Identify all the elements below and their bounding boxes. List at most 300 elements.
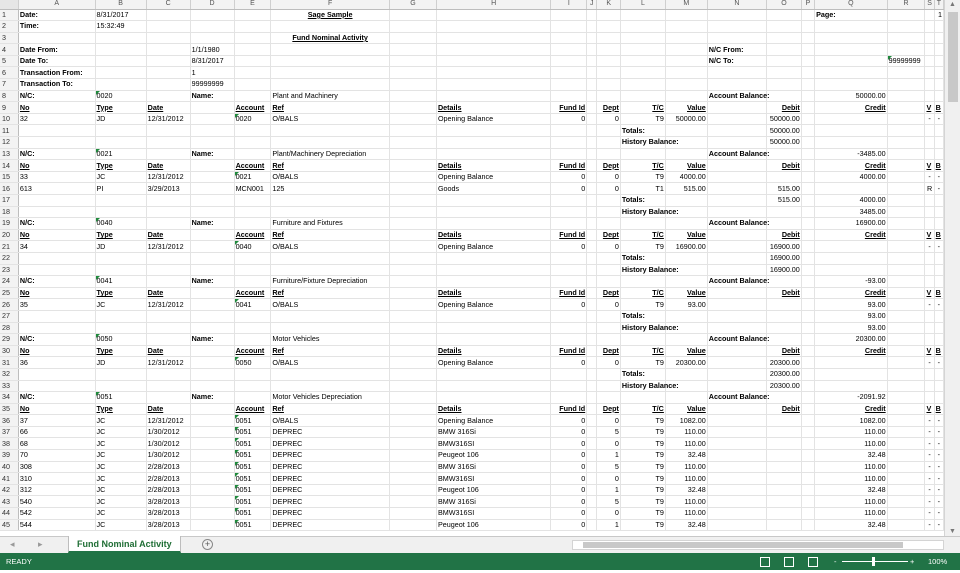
cell-b22[interactable] <box>95 252 146 264</box>
cell-i34[interactable] <box>551 392 587 404</box>
cell-p2[interactable] <box>801 21 814 33</box>
cell-g42[interactable] <box>389 484 436 496</box>
cell-f26[interactable]: O/BALS <box>271 299 390 311</box>
cell-s35[interactable]: V <box>925 403 934 415</box>
cell-t15[interactable]: - <box>934 171 943 183</box>
cell-l26[interactable]: T9 <box>620 299 665 311</box>
cell-d3[interactable] <box>190 32 234 44</box>
cell-f2[interactable] <box>271 21 390 33</box>
cell-o1[interactable] <box>767 9 802 21</box>
cell-b41[interactable]: JC <box>95 473 146 485</box>
cell-n4[interactable]: N/C From: <box>707 44 766 56</box>
cell-e27[interactable] <box>234 310 271 322</box>
cell-g17[interactable] <box>389 195 436 207</box>
cell-f43[interactable]: DEPREC <box>271 496 390 508</box>
cell-h33[interactable] <box>436 380 550 392</box>
row-header[interactable]: 22 <box>0 252 18 264</box>
cell-d15[interactable] <box>190 171 234 183</box>
cell-h14[interactable]: Details <box>436 160 550 172</box>
cell-q29[interactable]: 20300.00 <box>815 334 888 346</box>
normal-view-icon[interactable] <box>760 557 770 567</box>
cell-r36[interactable] <box>887 415 925 427</box>
cell-t17[interactable] <box>934 195 943 207</box>
cell-c43[interactable]: 3/28/2013 <box>146 496 190 508</box>
cell-q4[interactable] <box>815 44 888 56</box>
cell-m5[interactable] <box>665 55 707 67</box>
cell-q21[interactable] <box>815 241 888 253</box>
cell-r24[interactable] <box>887 276 925 288</box>
cell-j1[interactable] <box>587 9 597 21</box>
cell-e39[interactable]: 0051 <box>234 450 271 462</box>
cell-m24[interactable] <box>665 276 707 288</box>
cell-p18[interactable] <box>801 206 814 218</box>
cell-e12[interactable] <box>234 137 271 149</box>
cell-p15[interactable] <box>801 171 814 183</box>
cell-o3[interactable] <box>767 32 802 44</box>
cell-m42[interactable]: 32.48 <box>665 484 707 496</box>
cell-n9[interactable] <box>707 102 766 114</box>
cell-p20[interactable] <box>801 229 814 241</box>
cell-b11[interactable] <box>95 125 146 137</box>
horizontal-scrollbar[interactable] <box>572 540 944 550</box>
row-header[interactable]: 21 <box>0 241 18 253</box>
cell-e36[interactable]: 0051 <box>234 415 271 427</box>
cell-d45[interactable] <box>190 519 234 531</box>
cell-i27[interactable] <box>551 310 587 322</box>
cell-s31[interactable]: - <box>925 357 934 369</box>
cell-l15[interactable]: T9 <box>620 171 665 183</box>
cell-o16[interactable]: 515.00 <box>767 183 802 195</box>
cell-k8[interactable] <box>597 90 621 102</box>
cell-i43[interactable]: 0 <box>551 496 587 508</box>
cell-d30[interactable] <box>190 345 234 357</box>
column-header-o[interactable]: O <box>767 0 802 9</box>
cell-k38[interactable]: 0 <box>597 438 621 450</box>
cell-e34[interactable] <box>234 392 271 404</box>
cell-m8[interactable] <box>665 90 707 102</box>
cell-j40[interactable] <box>587 461 597 473</box>
cell-l18[interactable]: History Balance: <box>621 206 679 216</box>
cell-n10[interactable] <box>707 113 766 125</box>
cell-s26[interactable]: - <box>925 299 934 311</box>
cell-q35[interactable]: Credit <box>815 403 888 415</box>
cell-j9[interactable] <box>587 102 597 114</box>
cell-t1[interactable]: 1 <box>934 9 943 21</box>
cell-h2[interactable] <box>436 21 550 33</box>
cell-k41[interactable]: 0 <box>597 473 621 485</box>
cell-c28[interactable] <box>146 322 190 334</box>
cell-p9[interactable] <box>801 102 814 114</box>
row-header[interactable]: 37 <box>0 426 18 438</box>
cell-c21[interactable]: 12/31/2012 <box>146 241 190 253</box>
cell-q14[interactable]: Credit <box>815 160 888 172</box>
cell-m12[interactable] <box>665 137 707 149</box>
cell-m20[interactable]: Value <box>665 229 707 241</box>
cell-f40[interactable]: DEPREC <box>271 461 390 473</box>
cell-a21[interactable]: 34 <box>18 241 95 253</box>
horizontal-scroll-thumb[interactable] <box>583 542 903 548</box>
cell-k26[interactable]: 0 <box>597 299 621 311</box>
cell-e40[interactable]: 0051 <box>234 461 271 473</box>
cell-f24[interactable]: Furniture/Fixture Depreciation <box>271 276 390 288</box>
cell-p39[interactable] <box>801 450 814 462</box>
row-header[interactable]: 2 <box>0 21 18 33</box>
cell-a15[interactable]: 33 <box>18 171 95 183</box>
cell-c22[interactable] <box>146 252 190 264</box>
cell-n29[interactable]: Account Balance: <box>708 334 770 344</box>
cell-m14[interactable]: Value <box>665 160 707 172</box>
cell-f14[interactable]: Ref <box>271 160 390 172</box>
cell-s45[interactable]: - <box>925 519 934 531</box>
cell-j30[interactable] <box>587 345 597 357</box>
cell-n43[interactable] <box>707 496 766 508</box>
cell-b19[interactable]: 0040 <box>95 218 146 230</box>
cell-q25[interactable]: Credit <box>815 287 888 299</box>
cell-f35[interactable]: Ref <box>271 403 390 415</box>
cell-f12[interactable] <box>271 137 390 149</box>
cell-o33[interactable]: 20300.00 <box>767 380 802 392</box>
cell-g43[interactable] <box>389 496 436 508</box>
cell-o6[interactable] <box>767 67 802 79</box>
cell-f29[interactable]: Motor Vehicles <box>271 334 390 346</box>
cell-j42[interactable] <box>587 484 597 496</box>
row-header[interactable]: 27 <box>0 310 18 322</box>
cell-r31[interactable] <box>887 357 925 369</box>
cell-q1[interactable]: Page: <box>815 9 888 21</box>
cell-q18[interactable]: 3485.00 <box>815 206 888 218</box>
cell-p11[interactable] <box>801 125 814 137</box>
cell-k44[interactable]: 0 <box>597 508 621 520</box>
cell-a39[interactable]: 70 <box>18 450 95 462</box>
cell-l22[interactable]: Totals: <box>620 252 665 264</box>
cell-r6[interactable] <box>887 67 925 79</box>
cell-f15[interactable]: O/BALS <box>271 171 390 183</box>
cell-q26[interactable]: 93.00 <box>815 299 888 311</box>
cell-e37[interactable]: 0051 <box>234 426 271 438</box>
cell-s30[interactable]: V <box>925 345 934 357</box>
cell-f21[interactable]: O/BALS <box>271 241 390 253</box>
cell-i37[interactable]: 0 <box>551 426 587 438</box>
cell-b2[interactable]: 15:32:49 <box>95 21 146 33</box>
cell-h38[interactable]: BMW316SI <box>436 438 550 450</box>
cell-b20[interactable]: Type <box>95 229 146 241</box>
cell-o30[interactable]: Debit <box>767 345 802 357</box>
cell-c33[interactable] <box>146 380 190 392</box>
cell-b9[interactable]: Type <box>95 102 146 114</box>
cell-q45[interactable]: 32.48 <box>815 519 888 531</box>
cell-t39[interactable]: - <box>934 450 943 462</box>
cell-b4[interactable] <box>95 44 146 56</box>
row-header[interactable]: 23 <box>0 264 18 276</box>
cell-a20[interactable]: No <box>18 229 95 241</box>
row-header[interactable]: 34 <box>0 392 18 404</box>
cell-j11[interactable] <box>587 125 597 137</box>
cell-p40[interactable] <box>801 461 814 473</box>
cell-h11[interactable] <box>436 125 550 137</box>
cell-j12[interactable] <box>587 137 597 149</box>
cell-h45[interactable]: Peugeot 106 <box>436 519 550 531</box>
cell-q39[interactable]: 32.48 <box>815 450 888 462</box>
cell-b10[interactable]: JD <box>95 113 146 125</box>
cell-g12[interactable] <box>389 137 436 149</box>
cell-b24[interactable]: 0041 <box>95 276 146 288</box>
cell-t42[interactable]: - <box>934 484 943 496</box>
cell-o41[interactable] <box>767 473 802 485</box>
row-header[interactable]: 40 <box>0 461 18 473</box>
cell-e9[interactable]: Account <box>234 102 271 114</box>
cell-f39[interactable]: DEPREC <box>271 450 390 462</box>
cell-l12[interactable]: History Balance: <box>621 137 679 147</box>
cell-c42[interactable]: 2/28/2013 <box>146 484 190 496</box>
cell-s17[interactable] <box>925 195 934 207</box>
cell-d2[interactable] <box>190 21 234 33</box>
cell-a27[interactable] <box>18 310 95 322</box>
cell-k21[interactable]: 0 <box>597 241 621 253</box>
cell-c38[interactable]: 1/30/2012 <box>146 438 190 450</box>
cell-d16[interactable] <box>190 183 234 195</box>
cell-t28[interactable] <box>934 322 943 334</box>
add-sheet-icon[interactable]: + <box>202 539 213 550</box>
row-header[interactable]: 45 <box>0 519 18 531</box>
cell-n26[interactable] <box>707 299 766 311</box>
cell-j41[interactable] <box>587 473 597 485</box>
column-header-i[interactable]: I <box>551 0 587 9</box>
cell-s1[interactable] <box>925 9 934 21</box>
cell-r27[interactable] <box>887 310 925 322</box>
cell-a10[interactable]: 32 <box>18 113 95 125</box>
cell-d21[interactable] <box>190 241 234 253</box>
cell-c17[interactable] <box>146 195 190 207</box>
cell-a17[interactable] <box>18 195 95 207</box>
cell-q32[interactable] <box>815 368 888 380</box>
cell-t27[interactable] <box>934 310 943 322</box>
cell-a41[interactable]: 310 <box>18 473 95 485</box>
cell-r39[interactable] <box>887 450 925 462</box>
cell-d29[interactable]: Name: <box>190 334 234 346</box>
cell-s36[interactable]: - <box>925 415 934 427</box>
cell-l4[interactable] <box>620 44 665 56</box>
cell-m15[interactable]: 4000.00 <box>665 171 707 183</box>
cell-h31[interactable]: Opening Balance <box>436 357 550 369</box>
cell-c12[interactable] <box>146 137 190 149</box>
cell-t40[interactable]: - <box>934 461 943 473</box>
cell-g37[interactable] <box>389 426 436 438</box>
cell-a11[interactable] <box>18 125 95 137</box>
cell-t43[interactable]: - <box>934 496 943 508</box>
cell-q43[interactable]: 110.00 <box>815 496 888 508</box>
cell-f13[interactable]: Plant/Machinery Depreciation <box>271 148 390 160</box>
cell-l35[interactable]: T/C <box>620 403 665 415</box>
cell-k39[interactable]: 1 <box>597 450 621 462</box>
cell-m38[interactable]: 110.00 <box>665 438 707 450</box>
cell-p23[interactable] <box>801 264 814 276</box>
cell-m29[interactable] <box>665 334 707 346</box>
cell-i8[interactable] <box>551 90 587 102</box>
cell-b35[interactable]: Type <box>95 403 146 415</box>
cell-p38[interactable] <box>801 438 814 450</box>
cell-q15[interactable]: 4000.00 <box>815 171 888 183</box>
cell-l33[interactable]: History Balance: <box>621 380 679 390</box>
cell-h1[interactable] <box>436 9 550 21</box>
cell-c45[interactable]: 3/28/2013 <box>146 519 190 531</box>
cell-p37[interactable] <box>801 426 814 438</box>
row-header[interactable]: 44 <box>0 508 18 520</box>
cell-n36[interactable] <box>707 415 766 427</box>
cell-i13[interactable] <box>551 148 587 160</box>
cell-f22[interactable] <box>271 252 390 264</box>
cell-n14[interactable] <box>707 160 766 172</box>
cell-p16[interactable] <box>801 183 814 195</box>
cell-d10[interactable] <box>190 113 234 125</box>
cell-m13[interactable] <box>665 148 707 160</box>
cell-o5[interactable] <box>767 55 802 67</box>
cell-e7[interactable] <box>234 79 271 91</box>
cell-b5[interactable] <box>95 55 146 67</box>
row-header[interactable]: 18 <box>0 206 18 218</box>
cell-s23[interactable] <box>925 264 934 276</box>
cell-g31[interactable] <box>389 357 436 369</box>
cell-c34[interactable] <box>146 392 190 404</box>
cell-j18[interactable] <box>587 206 597 218</box>
cell-p36[interactable] <box>801 415 814 427</box>
cell-t10[interactable]: - <box>934 113 943 125</box>
cell-r1[interactable] <box>887 9 925 21</box>
cell-n24[interactable]: Account Balance: <box>708 276 770 286</box>
cell-a14[interactable]: No <box>18 160 95 172</box>
cell-b26[interactable]: JC <box>95 299 146 311</box>
row-header[interactable]: 3 <box>0 32 18 44</box>
cell-o25[interactable]: Debit <box>767 287 802 299</box>
cell-l5[interactable] <box>620 55 665 67</box>
cell-r3[interactable] <box>887 32 925 44</box>
cell-g21[interactable] <box>389 241 436 253</box>
cell-f23[interactable] <box>271 264 390 276</box>
cell-k40[interactable]: 5 <box>597 461 621 473</box>
cell-a23[interactable] <box>18 264 95 276</box>
cell-q9[interactable]: Credit <box>815 102 888 114</box>
cell-j6[interactable] <box>587 67 597 79</box>
cell-j19[interactable] <box>587 218 597 230</box>
cell-g44[interactable] <box>389 508 436 520</box>
cell-l31[interactable]: T9 <box>620 357 665 369</box>
cell-d40[interactable] <box>190 461 234 473</box>
cell-c3[interactable] <box>146 32 190 44</box>
cell-e41[interactable]: 0051 <box>234 473 271 485</box>
cell-g25[interactable] <box>389 287 436 299</box>
cell-t20[interactable]: B <box>934 229 943 241</box>
cell-p10[interactable] <box>801 113 814 125</box>
cell-m40[interactable]: 110.00 <box>665 461 707 473</box>
cell-o20[interactable]: Debit <box>767 229 802 241</box>
cell-r23[interactable] <box>887 264 925 276</box>
cell-b31[interactable]: JD <box>95 357 146 369</box>
cell-o34[interactable] <box>767 392 802 404</box>
cell-s20[interactable]: V <box>925 229 934 241</box>
cell-d27[interactable] <box>190 310 234 322</box>
cell-i39[interactable]: 0 <box>551 450 587 462</box>
row-header[interactable]: 36 <box>0 415 18 427</box>
cell-h13[interactable] <box>436 148 550 160</box>
cell-b3[interactable] <box>95 32 146 44</box>
cell-k2[interactable] <box>597 21 621 33</box>
cell-c37[interactable]: 1/30/2012 <box>146 426 190 438</box>
row-header[interactable]: 8 <box>0 90 18 102</box>
row-header[interactable]: 4 <box>0 44 18 56</box>
cell-h16[interactable]: Goods <box>436 183 550 195</box>
cell-s14[interactable]: V <box>925 160 934 172</box>
cell-m19[interactable] <box>665 218 707 230</box>
cell-f1[interactable]: Sage Sample <box>271 9 390 21</box>
cell-n32[interactable] <box>707 368 766 380</box>
cell-j29[interactable] <box>587 334 597 346</box>
cell-o32[interactable]: 20300.00 <box>767 368 802 380</box>
cell-g10[interactable] <box>389 113 436 125</box>
cell-p19[interactable] <box>801 218 814 230</box>
column-header-d[interactable]: D <box>190 0 234 9</box>
cell-j37[interactable] <box>587 426 597 438</box>
cell-h5[interactable] <box>436 55 550 67</box>
cell-a3[interactable] <box>18 32 95 44</box>
cell-i35[interactable]: Fund Id <box>551 403 587 415</box>
cell-m11[interactable] <box>665 125 707 137</box>
cell-g34[interactable] <box>389 392 436 404</box>
cell-n28[interactable] <box>707 322 766 334</box>
cell-n6[interactable] <box>707 67 766 79</box>
cell-o31[interactable]: 20300.00 <box>767 357 802 369</box>
cell-r30[interactable] <box>887 345 925 357</box>
cell-c23[interactable] <box>146 264 190 276</box>
cell-e29[interactable] <box>234 334 271 346</box>
cell-f44[interactable]: DEPREC <box>271 508 390 520</box>
cell-a16[interactable]: 613 <box>18 183 95 195</box>
cell-k42[interactable]: 1 <box>597 484 621 496</box>
cell-i6[interactable] <box>551 67 587 79</box>
cell-h37[interactable]: BMW 316Si <box>436 426 550 438</box>
cell-m23[interactable] <box>665 264 707 276</box>
cell-k11[interactable] <box>597 125 621 137</box>
cell-j8[interactable] <box>587 90 597 102</box>
cell-q37[interactable]: 110.00 <box>815 426 888 438</box>
row-header[interactable]: 7 <box>0 79 18 91</box>
cell-s38[interactable]: - <box>925 438 934 450</box>
cell-n27[interactable] <box>707 310 766 322</box>
cell-h43[interactable]: BMW 316Si <box>436 496 550 508</box>
cell-f19[interactable]: Furniture and Fixtures <box>271 218 390 230</box>
cell-o17[interactable]: 515.00 <box>767 195 802 207</box>
cell-i5[interactable] <box>551 55 587 67</box>
cell-b7[interactable] <box>95 79 146 91</box>
cell-c16[interactable]: 3/29/2013 <box>146 183 190 195</box>
cell-p32[interactable] <box>801 368 814 380</box>
page-break-view-icon[interactable] <box>808 557 818 567</box>
cell-r42[interactable] <box>887 484 925 496</box>
cell-l44[interactable]: T9 <box>620 508 665 520</box>
cell-l43[interactable]: T9 <box>620 496 665 508</box>
cell-t33[interactable] <box>934 380 943 392</box>
cell-t36[interactable]: - <box>934 415 943 427</box>
cell-g39[interactable] <box>389 450 436 462</box>
cell-b15[interactable]: JC <box>95 171 146 183</box>
cell-o45[interactable] <box>767 519 802 531</box>
cell-m7[interactable] <box>665 79 707 91</box>
cell-k45[interactable]: 1 <box>597 519 621 531</box>
cell-j34[interactable] <box>587 392 597 404</box>
cell-d5[interactable]: 8/31/2017 <box>190 55 234 67</box>
cell-r8[interactable] <box>887 90 925 102</box>
cell-o14[interactable]: Debit <box>767 160 802 172</box>
cell-f37[interactable]: DEPREC <box>271 426 390 438</box>
cell-i12[interactable] <box>551 137 587 149</box>
